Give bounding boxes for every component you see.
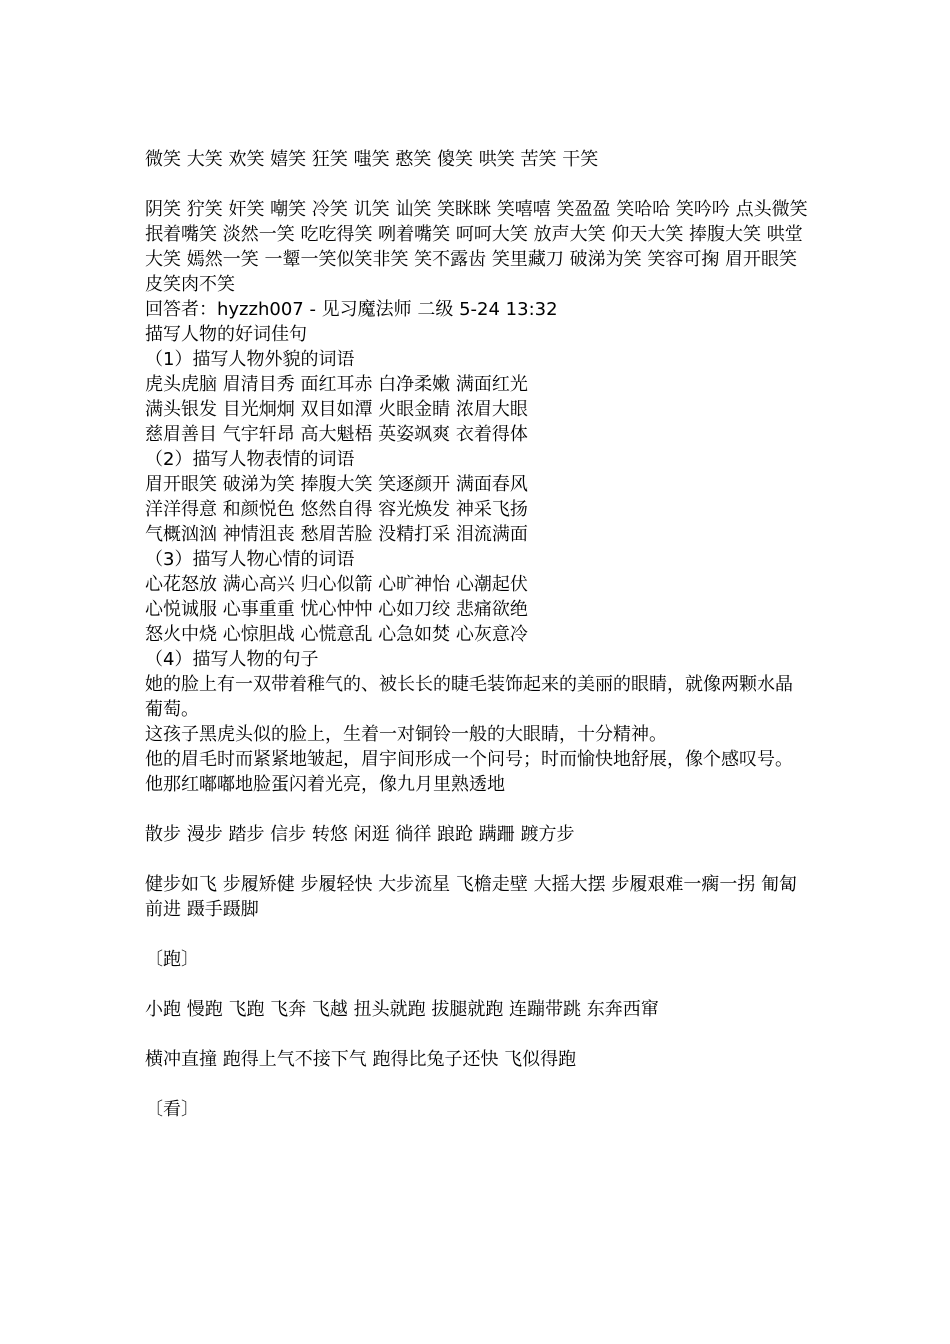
expression-words-2: 洋洋得意 和颜悦色 悠然自得 容光焕发 神采飞扬 <box>145 499 528 520</box>
walk-words: 散步 漫步 踏步 信步 转悠 闲逛 徜徉 踉跄 蹒跚 踱方步 <box>145 824 575 845</box>
mood-words-3: 怒火中烧 心惊胆战 心慌意乱 心急如焚 心灰意冷 <box>145 624 528 645</box>
subsection-appearance: （1）描写人物外貌的词语 <box>145 349 355 370</box>
laugh-words-extended: 阴笑 狞笑 奸笑 嘲笑 冷笑 讥笑 讪笑 笑眯眯 笑嘻嘻 笑盈盈 笑哈哈 笑吟吟 点头微笑 抿着嘴笑 淡然一笑 吃吃得笑 咧着嘴笑 呵呵大笑 放声大笑 仰天大笑 捧腹大笑 哄堂大笑 嫣然一笑 一颦一笑似笑非笑 笑不露齿 笑里藏刀 破涕为笑 笑容可掬 眉开眼笑 皮笑肉不笑 <box>145 199 814 295</box>
sentence-eyebrows: 他的眉毛时而紧紧地皱起，眉宇间形成一个问号；时而愉快地舒展，像个感叹号。 <box>145 749 793 770</box>
mood-words-1: 心花怒放 满心高兴 归心似箭 心旷神怡 心潮起伏 <box>145 574 528 595</box>
paragraph-gap <box>145 797 810 822</box>
laugh-words-basic: 微笑 大笑 欢笑 嬉笑 狂笑 嗤笑 憨笑 傻笑 哄笑 苦笑 干笑 <box>145 149 599 170</box>
paragraph-gap <box>145 847 810 872</box>
appearance-words-1: 虎头虎脑 眉清目秀 面红耳赤 白净柔嫩 满面红光 <box>145 374 528 395</box>
paragraph-gap <box>145 1072 810 1097</box>
section-title: 描写人物的好词佳句 <box>145 324 307 345</box>
expression-words-3: 气概汹汹 神情沮丧 愁眉苦脸 没精打采 泪流满面 <box>145 524 528 545</box>
subsection-expression: （2）描写人物表情的词语 <box>145 449 355 470</box>
sentence-eyes: 她的脸上有一双带着稚气的、被长长的睫毛装饰起来的美丽的眼睛，就像两颗水晶葡萄。 <box>145 674 793 720</box>
run-heading: 〔跑〕 <box>145 949 199 970</box>
look-heading: 〔看〕 <box>145 1099 199 1120</box>
answerer-info: 回答者：hyzzh007 - 见习魔法师 二级 5-24 13:32 <box>145 299 558 320</box>
walk-phrases: 健步如飞 步履矫健 步履轻快 大步流星 飞檐走壁 大摇大摆 步履艰难一瘸一拐 匍匐前进 蹑手蹑脚 <box>145 874 798 920</box>
mood-words-2: 心悦诚服 心事重重 忧心忡忡 心如刀绞 悲痛欲绝 <box>145 599 528 620</box>
sentence-cheeks: 他那红嘟嘟地脸蛋闪着光亮，像九月里熟透地 <box>145 774 505 795</box>
document-body <box>145 147 814 1122</box>
appearance-words-2: 满头银发 目光炯炯 双目如潭 火眼金睛 浓眉大眼 <box>145 399 528 420</box>
paragraph-gap <box>145 1022 810 1047</box>
run-words: 小跑 慢跑 飞跑 飞奔 飞越 扭头就跑 拔腿就跑 连蹦带跳 东奔西窜 <box>145 999 659 1020</box>
paragraph-gap <box>145 972 810 997</box>
subsection-mood: （3）描写人物心情的词语 <box>145 549 355 570</box>
sentence-face: 这孩子黑虎头似的脸上，生着一对铜铃一般的大眼睛，十分精神。 <box>145 724 667 745</box>
expression-words-1: 眉开眼笑 破涕为笑 捧腹大笑 笑逐颜开 满面春风 <box>145 474 528 495</box>
paragraph-gap <box>145 922 810 947</box>
run-phrases: 横冲直撞 跑得上气不接下气 跑得比兔子还快 飞似得跑 <box>145 1049 577 1070</box>
paragraph-gap <box>145 172 810 197</box>
appearance-words-3: 慈眉善目 气宇轩昂 高大魁梧 英姿飒爽 衣着得体 <box>145 424 528 445</box>
subsection-sentences: （4）描写人物的句子 <box>145 649 319 670</box>
